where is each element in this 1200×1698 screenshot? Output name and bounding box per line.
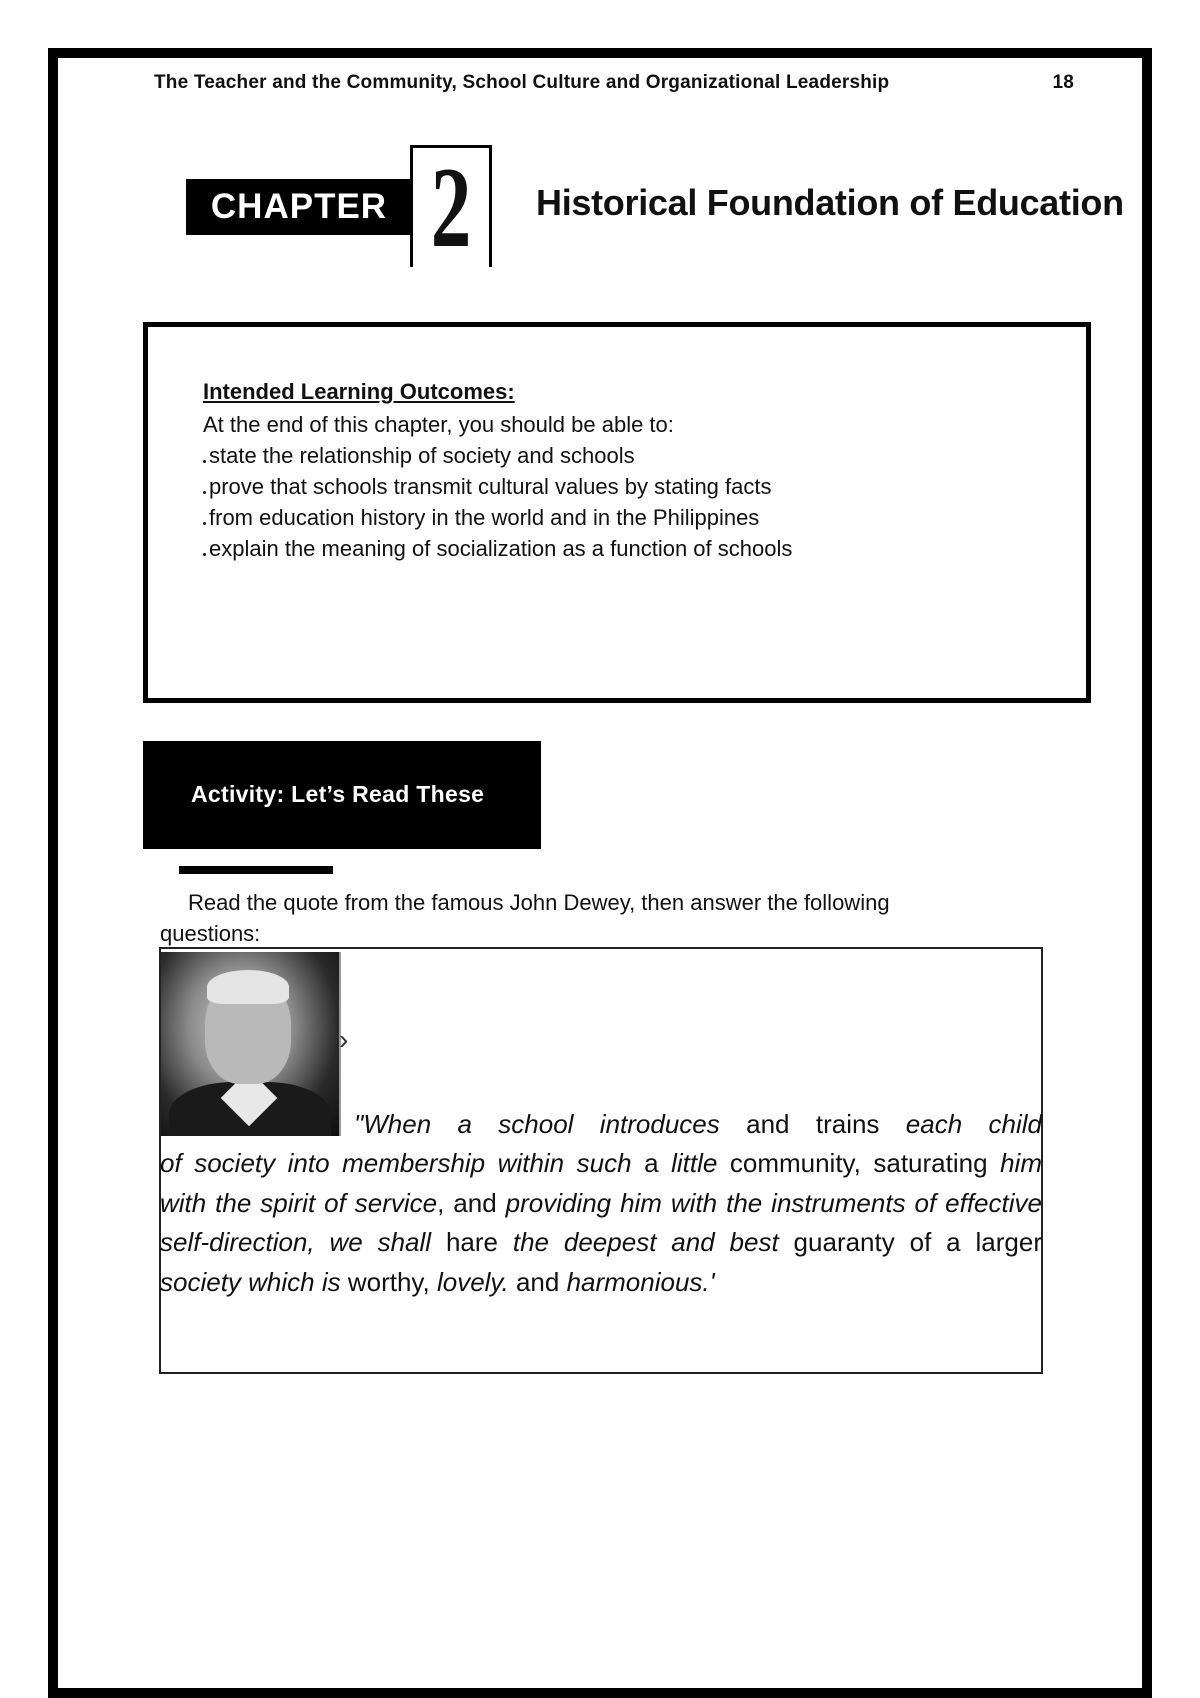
quote-segment: hare [431, 1227, 513, 1257]
list-item: state the relationship of society and schools [203, 440, 792, 471]
learning-outcomes-heading: Intended Learning Outcomes: [203, 379, 515, 404]
instructions-text: Read the quote from the famous John Dewey, then answer the following questions: [160, 890, 890, 946]
quote-segment: and trains [719, 1109, 906, 1139]
list-item: prove that schools transmit cultural values by stating facts [203, 471, 792, 502]
learning-outcomes-intro: At the end of this chapter, you should be able to: [203, 412, 674, 437]
activity-banner [143, 741, 541, 849]
divider [179, 866, 333, 874]
quote-segment: of society into membership within such [160, 1148, 632, 1178]
quote-segment: him with the spirit of service [160, 1148, 1042, 1218]
running-title: The Teacher and the Community, School Culture and Organizational Leadership [154, 72, 890, 93]
chapter-number: 2 [430, 144, 472, 272]
quote-segment: the deepest and best [512, 1227, 779, 1257]
quote-segment: providing him with the instruments of effective self-direction, we shall [160, 1187, 1042, 1257]
chapter-number-box [410, 144, 492, 272]
quote-segment: little [671, 1148, 718, 1178]
quote-segment: harmonious.' [566, 1266, 715, 1297]
quote-segment: "When a school introduces [354, 1109, 720, 1139]
quote-segment: guaranty of a larger [778, 1227, 1042, 1257]
quote-segment: each child [905, 1109, 1042, 1139]
list-item: explain the meaning of socialization as a function of schools [203, 533, 792, 564]
quote-body [160, 1144, 1042, 1302]
quote-segment: lovely. [436, 1266, 509, 1297]
quote-segment: and [508, 1266, 567, 1297]
chapter-title: Historical Foundation of Education [536, 182, 1124, 223]
quote-segment: , and [437, 1187, 506, 1218]
chapter-badge [186, 144, 496, 272]
chapter-word: CHAPTER [186, 179, 412, 235]
quote-segment: society which is [160, 1266, 341, 1297]
activity-instructions [160, 887, 990, 949]
quote-lead [354, 1109, 1042, 1139]
john-dewey-portrait [161, 952, 341, 1136]
quote-segment: worthy, [340, 1266, 437, 1297]
learning-outcomes-list [203, 440, 792, 564]
quote-segment: community, saturating [717, 1148, 1001, 1178]
running-header [154, 72, 1074, 94]
chevron-right-icon: › [339, 1024, 349, 1055]
quote-segment: a [631, 1148, 672, 1178]
page-number: 18 [1052, 72, 1074, 93]
activity-label: Activity: Let’s Read These [191, 781, 485, 807]
list-item: from education history in the world and in the Philippines [203, 502, 792, 533]
learning-outcomes [203, 376, 792, 564]
